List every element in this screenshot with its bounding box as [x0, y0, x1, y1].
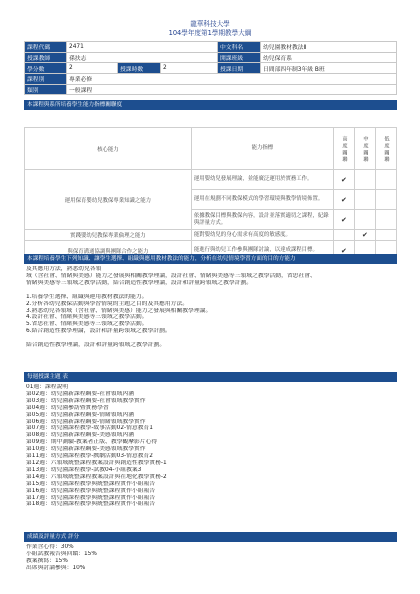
objective-item: 5.省思社會、情緒與美感等三領域之教學活動。 [26, 321, 148, 328]
week-item: 第13週：幼兒園課程教學-試教04-小組教案3 [26, 466, 142, 473]
objectives-section-title: 本課程培養學生下列知識、 [27, 256, 95, 262]
ability-indicator: 運用嬰幼兒發展理論，並能廣泛運用於實務工作。 [191, 170, 333, 190]
ability-indicator: 依據教保目標與教保內容，設計並落實適切之課程，紀錄與評量方式。 [191, 210, 333, 230]
class-value: 幼兒保育系 [261, 52, 397, 63]
core-competency-1: 運用保育嬰幼兒教保專業知識之能力 [25, 170, 192, 230]
objectives-section-header [24, 254, 397, 264]
week-item: 第16週：幼兒園課程教學與統整課程實作小組報告 [26, 487, 156, 494]
objectives-body [26, 266, 396, 349]
core-column-header: 核心能力 [25, 128, 192, 170]
grading-item: 小組試教報告與回饋：15% [26, 550, 97, 557]
competency-section-title: 本課程與系所培養學生能力指標關聯度 [27, 102, 123, 108]
course-name-label: 中文科名 [218, 42, 261, 53]
grading-list [26, 544, 396, 572]
objective-item: 2.分析各幼兒教保活動與學習情境的主題之目的及其應用方法。 [26, 300, 189, 307]
credits-label: 學分數 [25, 63, 67, 74]
course-name-value: 幼兒園教材教法Ⅱ [261, 42, 397, 53]
objective-item: 4.設計社會、情緒與美感等三領域之教學活動。 [26, 314, 148, 321]
time-label: 授課日期 [218, 63, 261, 74]
check-mark: ✔ [354, 230, 375, 241]
objectives-summary: 結合創造性教學理論，設計和評量跨領域之教學計劃。 [26, 342, 166, 349]
week-item: 第05週：幼兒園新課程綱要-情緒領域內涵 [26, 411, 135, 418]
week-item: 第08週：幼兒園新課程綱要-美感領域內涵 [26, 432, 135, 439]
week-item: 第09週：期中測驗-教案者正版、教學觀摩影片心得 [26, 439, 158, 446]
category-label: 類別 [25, 84, 67, 95]
low-relevance-header: 低 度 關 聯 [375, 128, 396, 170]
check-mark: ✔ [333, 210, 354, 230]
ability-indicator: 能進行與幼兒工作參與團隊討論，以達成課程目標。 [191, 241, 333, 261]
week-item: 第03週：幼兒園新課程綱要-社會領域教學實作 [26, 397, 146, 404]
hours-value: 2 [161, 63, 218, 74]
week-item: 第11週：幼兒園課程教學-戲劇活動03-情意教育2 [26, 453, 153, 460]
core-competency-3: 與保育溝通協調與團隊合作之能力 [25, 241, 192, 261]
objectives-section-highlight: 讓學生選擇、組織與應用教材教法的能力，分析在幼兒情境學習方面的目的方能力 [94, 256, 296, 262]
school-name: 龍華科技大學 [190, 20, 230, 28]
course-code-label: 課程代碼 [25, 42, 67, 53]
schedule-section-header [24, 372, 397, 382]
ability-indicator: 運用在規劃不同教保模式的學習環境與教學情境佈置。 [191, 190, 333, 210]
competency-table [24, 127, 397, 261]
objectives-intro-line: 及其應用方法，熟悉幼兒各領 [26, 266, 102, 272]
teacher-value: 孫扶志 [67, 52, 218, 63]
week-item: 第10週：幼兒園新課程綱要-美感領域教學實作 [26, 446, 146, 453]
week-item: 第14週：六領域統整課程教案設計與在地化教學實務-2 [26, 473, 167, 480]
check-mark: ✔ [333, 170, 354, 190]
course-info-table [24, 41, 397, 95]
schedule-section-title: 每週授課主題 [27, 374, 61, 380]
credits-value: 2 [67, 63, 118, 74]
objectives-intro-line: 情緒與美感等三領域之教學活動，結合創造性教學理論，設計和評量跨領域之教學計劃。 [26, 279, 253, 286]
category-value: 一般課程 [67, 84, 397, 95]
week-item: 第07週：幼兒園課程教學-故事活動02-情意教育1 [26, 425, 153, 432]
grading-item: 教案撰寫：15% [26, 557, 68, 564]
competency-section-header [24, 100, 397, 110]
schedule-section-extra: 表 [62, 374, 68, 380]
course-code-value: 2471 [67, 42, 218, 53]
grading-item: 作業含心得：30% [26, 544, 74, 550]
teacher-label: 授課教師 [25, 52, 67, 63]
objective-item: 1.培養學生選擇、組織與運用教材教法的能力。 [26, 293, 148, 300]
mid-relevance-header: 中 度 關 聯 [354, 128, 375, 170]
grading-section-extra: 評分 [67, 534, 80, 540]
time-value: 日間部四年制3年級 B班 [261, 63, 397, 74]
week-item: 第18週：幼兒園課程教學與統整課程實作小組報告 [26, 501, 156, 508]
objective-item: 6.結合創造性教學理論，設計和評量跨領域之教學計劃。 [26, 328, 171, 335]
objectives-intro-line: 域（含社會、情緒與美感）能力之發展與相關教學理論，設計社會、情緒與美感等三領域之教學活動，省思社會、 [26, 272, 316, 279]
type-label: 課程別 [25, 74, 67, 85]
week-item: 01週：課程說明 [26, 384, 69, 390]
week-item: 第02週：幼兒園新課程綱要-社會領域內涵 [26, 390, 135, 397]
week-item: 第15週：幼兒園課程教學與統整課程實作小組報告 [26, 480, 156, 487]
document-title: 104學年度第1學期教學大綱 [168, 29, 252, 37]
class-label: 開課班級 [218, 52, 261, 63]
week-item: 第17週：幼兒園課程教學與統整課程實作小組報告 [26, 494, 156, 501]
grading-item: 出席與討論參與：10% [26, 564, 86, 571]
high-relevance-header: 高 度 關 聯 [333, 128, 354, 170]
ability-indicator: 能對嬰幼兒的身心需求有高度的敏感度。 [191, 230, 333, 241]
week-item: 第06週：幼兒園新課程綱要-情緒領域教學實作 [26, 418, 146, 425]
objective-item: 3.熟悉幼兒各領域（含社會、情緒與美感）能力之發展與相關教學理論。 [26, 307, 212, 314]
week-item: 第12週：六領域統整課程教案設計與創造性教學實務-1 [26, 459, 167, 466]
check-mark: ✔ [333, 241, 354, 261]
type-value: 專業必修 [67, 74, 397, 85]
grading-section-header [24, 532, 397, 542]
hours-label: 授課時數 [118, 63, 161, 74]
week-item: 第04週：幼兒園參訪暨實務學習 [26, 404, 109, 411]
ability-column-header: 能力指標 [191, 128, 333, 170]
weekly-schedule-list [26, 384, 396, 508]
core-competency-2: 實踐嬰幼兒教保專業倫理之能力 [25, 230, 192, 241]
check-mark: ✔ [333, 190, 354, 210]
grading-section-title: 成績及評量方式 [27, 534, 67, 540]
